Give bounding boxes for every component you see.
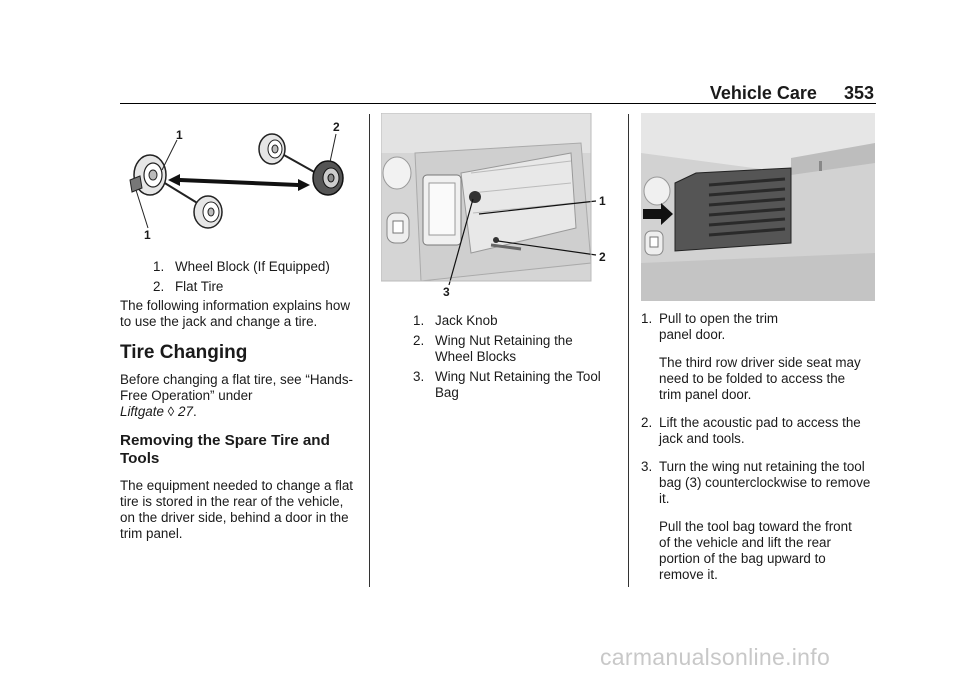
section-heading: Tire Changing [120, 342, 248, 363]
col1-text [120, 298, 360, 542]
callout-1-bottom: 1 [144, 228, 151, 242]
see-reference-paragraph: Before changing a flat tire, see “Hands-Free Operation” under Liftgate ◊ 27. [120, 372, 354, 419]
step-3: 3. Turn the wing nut retaining the tool bag (3) counterclockwise to remove it. Pull the tool bag toward the front of the vehicle and lift the rear portion of the bag upward to remove it. [641, 459, 871, 582]
intro-paragraph: The following information explains how to use the jack and change a tire. [120, 298, 350, 329]
step-2: 2. Lift the acoustic pad to access the jack and tools. [641, 415, 861, 446]
callout-jack-knob: 1 [599, 194, 606, 208]
wheel-block-figure-svg [120, 112, 360, 247]
equipment-paragraph: The equipment needed to change a flat tire is stored in the rear of the vehicle, on the driver side, behind a door in the trim panel. [120, 478, 354, 541]
callout-wing-nut-blocks: 2 [599, 250, 606, 264]
watermark-text: carmanualsonline.info [600, 644, 831, 670]
jack-storage-figure-svg [381, 113, 609, 298]
page-ref-number[interactable]: 27 [178, 404, 193, 419]
header-rule [120, 103, 876, 104]
col3-steps [641, 311, 875, 583]
page-ref-icon: ◊ [167, 404, 175, 419]
liftgate-link[interactable]: Liftgate [120, 404, 164, 419]
column-divider-2 [628, 114, 629, 587]
caption-item: 3. Wing Nut Retaining the Tool Bag [413, 369, 601, 400]
wheel-block-illustration [120, 112, 360, 247]
jack-storage-photo [381, 113, 609, 298]
caption-item: 1. Jack Knob [413, 313, 498, 328]
page-number: 353 [843, 83, 874, 103]
caption-item: 2. Wing Nut Retaining the Wheel Blocks [413, 333, 573, 364]
col2-figure-captions [413, 313, 613, 405]
callout-wing-nut-bag: 3 [443, 285, 450, 299]
step-1: 1. Pull to open the trim panel door. The third row driver side seat may need to be folded to access the trim panel door. [641, 311, 861, 402]
callout-1-top: 1 [176, 128, 183, 142]
trim-panel-figure-svg [641, 113, 875, 301]
page-header [0, 83, 874, 104]
column-divider-1 [369, 114, 370, 587]
callout-2: 2 [333, 120, 340, 134]
col1-figure-captions [153, 259, 363, 299]
caption-item: 1. Wheel Block (If Equipped) [153, 259, 330, 274]
trim-panel-photo [641, 113, 875, 301]
caption-item: 2. Flat Tire [153, 279, 224, 294]
subsection-heading: Removing the Spare Tire and Tools [120, 432, 330, 467]
header-section-title: Vehicle Care [709, 83, 817, 103]
